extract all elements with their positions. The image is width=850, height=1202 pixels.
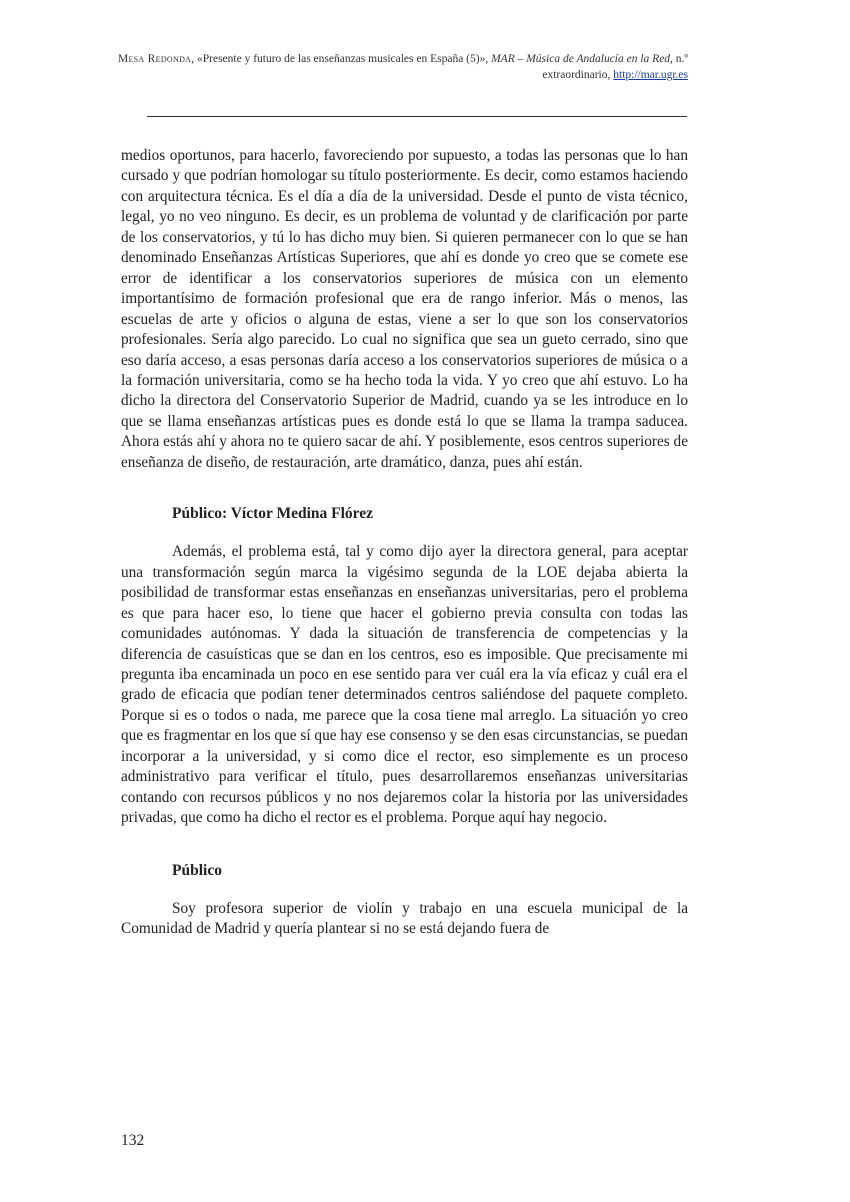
- header-issue: , n.º extraordinario,: [542, 53, 688, 81]
- header-title: , «Presente y futuro de las enseñanzas musicales en España (5)»,: [191, 53, 492, 65]
- header-divider: [147, 116, 687, 117]
- document-body: [121, 146, 688, 940]
- paragraph-publico: Soy profesora superior de violín y trabajo en una escuela municipal de la Comunidad de Madrid y quería plantear si no se está dejando fuera de: [121, 899, 688, 938]
- page-number: 132: [121, 1132, 145, 1149]
- paragraph-victor-medina: Además, el problema está, tal y como dijo ayer la directora general, para aceptar una transformación según marca la vigésimo segunda de la LOE dejaba abierta la posibilidad de transformar estas enseñanzas en enseñanzas universitarias, pero el problema es que para hacer eso, lo tiene que hacer el gobierno previa consulta con todas las comunidades autónomas. Y dada la situación de transferencia de competencias y la diferencia de casuísticas que se dan en los centros, eso es imposible. Que precisamente mi pregunta iba encaminada un poco en ese sentido para ver cuál era la vía eficaz y cuál era el grado de eficacia que podían tener determinados centros saliéndose del paquete completo. Porque si es o todos o nada, me parece que la cosa tiene mal arreglo. La situación yo creo que es fragmentar en los que sí que hay ese consenso y se den esas circunstancias, se puedan incorporar a la universidad, y si como dice el rector, eso simplemente es un proceso administrativo para verificar el título, pues desarrollaremos enseñanzas universitarias contando con recursos públicos y no nos dejaremos colar la historia por las universidades privadas, que como ha dicho el rector es el problema. Porque aquí hay negocio.: [121, 543, 688, 827]
- paragraph-continuation: medios oportunos, para hacerlo, favoreciendo por supuesto, a todas las personas que lo han cursado y que podrían homologar su título posteriormente. Es decir, como estamos haciendo con arquitectura técnica. Es el día a día de la universidad. Desde el punto de vista técnico, legal, yo no veo ninguno. Es decir, es un problema de voluntad y de clarificación por parte de los conservatorios, y tú lo has dicho muy bien. Si quieren permanecer con lo que se han denominado Enseñanzas Artísticas Superiores, que ahí es donde yo creo que se comete ese error de identificar a los conservatorios superiores de música con un elemento importantísimo de formación profesional que era de rango inferior. Más o menos, las escuelas de arte y oficios o alguna de estas, viene a ser lo que son los conservatorios profesionales. Sería algo parecido. Lo cual no significa que sea un gueto cerrado, sino que eso daría acceso, a esas personas daría acceso a los conservatorios superiores de música o a la formación universitaria, como se ha hecho toda la vida. Y yo creo que ahí estuvo. Lo ha dicho la directora del Conservatorio Superior de Madrid, cuando ya se les introduce en lo que se llama enseñanzas artísticas pues es donde está lo que se llama la trampa saducea. Ahora estás ahí y ahora no te quiero sacar de ahí. Y posiblemente, esos centros superiores de enseñanza de diseño, de restauración, arte dramático, danza, pues ahí están.: [121, 147, 688, 471]
- speaker-heading-publico: Público: [172, 861, 222, 879]
- speaker-heading-victor-medina: Público: Víctor Medina Flórez: [172, 505, 374, 523]
- running-header: [110, 51, 688, 83]
- header-journal: MAR – Música de Andalucía en la Red: [491, 53, 671, 65]
- header-url-link[interactable]: http://mar.ugr.es: [613, 69, 688, 81]
- header-author: Mesa Redonda: [117, 53, 192, 65]
